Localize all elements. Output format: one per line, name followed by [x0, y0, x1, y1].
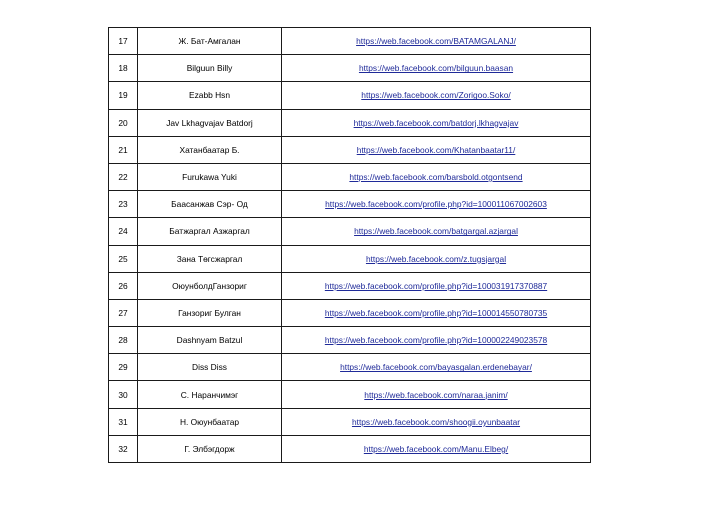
person-name: С. Наранчимэг [138, 381, 282, 408]
person-name: Diss Diss [138, 354, 282, 381]
link-cell [282, 381, 591, 408]
table-row [109, 55, 591, 82]
facebook-link[interactable]: https://web.facebook.com/barsbold.otgontsend [349, 172, 523, 183]
row-number: 24 [109, 218, 138, 245]
contacts-table-body [109, 28, 591, 463]
facebook-link[interactable]: https://web.facebook.com/profile.php?id=100011067002603 [325, 199, 547, 210]
person-name: Ж. Бат-Амгалан [138, 28, 282, 55]
link-cell [282, 327, 591, 354]
row-number: 21 [109, 136, 138, 163]
person-name: Ezabb Hsn [138, 82, 282, 109]
table-row [109, 28, 591, 55]
row-number: 27 [109, 299, 138, 326]
facebook-link[interactable]: https://web.facebook.com/batgargal.azjargal [354, 226, 518, 237]
row-number: 32 [109, 435, 138, 462]
facebook-link[interactable]: https://web.facebook.com/Zorigoo.Soko/ [361, 90, 511, 101]
link-cell [282, 218, 591, 245]
facebook-link[interactable]: https://web.facebook.com/bilguun.baasan [358, 63, 514, 74]
facebook-link[interactable]: https://web.facebook.com/Khatanbaatar11/ [356, 144, 516, 155]
person-name: Батжаргал Азжаргал [138, 218, 282, 245]
link-cell [282, 299, 591, 326]
person-name: Зана Төгсжаргал [138, 245, 282, 272]
row-number: 31 [109, 408, 138, 435]
link-cell [282, 163, 591, 190]
table-row [109, 299, 591, 326]
facebook-link[interactable]: https://web.facebook.com/profile.php?id=100031917370887 [324, 280, 548, 291]
table-row [109, 354, 591, 381]
row-number: 18 [109, 55, 138, 82]
person-name: Dashnyam Batzul [138, 327, 282, 354]
link-cell [282, 435, 591, 462]
facebook-link[interactable]: https://web.facebook.com/profile.php?id=100002249023578 [324, 335, 548, 346]
row-number: 28 [109, 327, 138, 354]
table-row [109, 82, 591, 109]
table-row [109, 435, 591, 462]
facebook-link[interactable]: https://web.facebook.com/BATAMGALANJ/ [356, 36, 516, 47]
person-name: Баасанжав Сэр- Од [138, 191, 282, 218]
row-number: 23 [109, 191, 138, 218]
facebook-link[interactable]: https://web.facebook.com/z.tugsjargal [365, 253, 507, 264]
facebook-link[interactable]: https://web.facebook.com/Manu.Elbeg/ [363, 443, 509, 454]
link-cell [282, 136, 591, 163]
row-number: 30 [109, 381, 138, 408]
table-row [109, 408, 591, 435]
facebook-link[interactable]: https://web.facebook.com/profile.php?id=100014550780735 [324, 307, 548, 318]
facebook-link[interactable]: https://web.facebook.com/shoogii.oyunbaatar [351, 416, 521, 427]
person-name: Jav Lkhagvajav Batdorj [138, 109, 282, 136]
row-number: 22 [109, 163, 138, 190]
link-cell [282, 28, 591, 55]
person-name: Ганзориг Булган [138, 299, 282, 326]
facebook-link[interactable]: https://web.facebook.com/naraa.janim/ [364, 389, 508, 400]
person-name: Bilguun Billy [138, 55, 282, 82]
facebook-link[interactable]: https://web.facebook.com/batdorj.lkhagvajav [353, 117, 519, 128]
row-number: 26 [109, 272, 138, 299]
row-number: 17 [109, 28, 138, 55]
table-row [109, 136, 591, 163]
link-cell [282, 354, 591, 381]
table-row [109, 381, 591, 408]
row-number: 29 [109, 354, 138, 381]
person-name: Г. Элбэгдорж [138, 435, 282, 462]
person-name: Хатанбаатар Б. [138, 136, 282, 163]
contacts-table [108, 27, 591, 463]
person-name: ОюунболдГанзориг [138, 272, 282, 299]
link-cell [282, 109, 591, 136]
table-row [109, 245, 591, 272]
link-cell [282, 82, 591, 109]
table-row [109, 191, 591, 218]
person-name: Furukawa Yuki [138, 163, 282, 190]
table-row [109, 327, 591, 354]
facebook-link[interactable]: https://web.facebook.com/bayasgalan.erdenebayar/ [340, 362, 532, 373]
link-cell [282, 408, 591, 435]
row-number: 25 [109, 245, 138, 272]
link-cell [282, 191, 591, 218]
row-number: 19 [109, 82, 138, 109]
person-name: Н. Оюунбаатар [138, 408, 282, 435]
link-cell [282, 55, 591, 82]
table-row [109, 163, 591, 190]
link-cell [282, 245, 591, 272]
table-row [109, 218, 591, 245]
table-row [109, 109, 591, 136]
row-number: 20 [109, 109, 138, 136]
link-cell [282, 272, 591, 299]
table-row [109, 272, 591, 299]
